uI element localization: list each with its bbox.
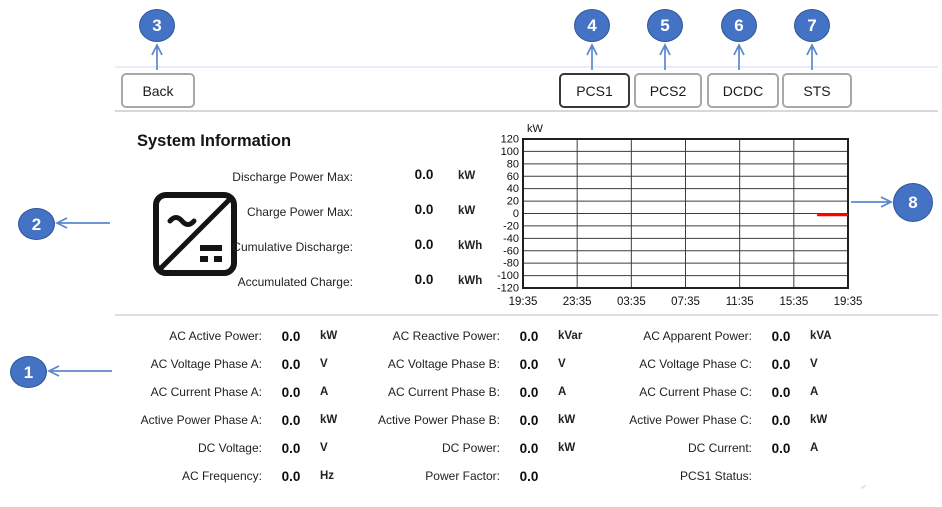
inverter-icon: [152, 191, 238, 277]
svg-text:100: 100: [500, 145, 519, 158]
svg-text:0: 0: [512, 208, 519, 220]
svg-text:40: 40: [506, 183, 519, 196]
row-pcs1-status: [600, 462, 840, 490]
annotation-circle-4: 4: [574, 9, 610, 42]
measurement-label: AC Voltage Phase A:: [150, 357, 262, 371]
svg-text:-120: -120: [496, 282, 519, 295]
svg-text:03:35: 03:35: [616, 296, 646, 308]
svg-text:-80: -80: [503, 257, 519, 270]
svg-text:-100: -100: [496, 270, 519, 283]
measurement-unit: A: [320, 386, 329, 398]
svg-text:80: 80: [506, 158, 519, 171]
measurement-value: 0.0: [771, 440, 791, 456]
measurement-value: 0.0: [281, 384, 301, 400]
svg-text:120: 120: [500, 133, 519, 146]
metric-unit: kW: [458, 170, 476, 182]
measurement-unit: V: [810, 358, 818, 370]
measurement-unit: V: [558, 358, 566, 370]
measurement-unit: A: [558, 386, 567, 398]
measurement-label: DC Voltage:: [197, 441, 262, 455]
annotation-circle-3: 3: [139, 9, 175, 42]
row-active-power-c: [600, 406, 840, 434]
row-ac-voltage-a: [110, 350, 350, 378]
row-ac-current-a: [110, 378, 350, 406]
metric-value: 0.0: [414, 272, 434, 287]
measurement-label: AC Apparent Power:: [643, 329, 752, 343]
metric-unit: kWh: [458, 275, 483, 287]
measurement-label: AC Active Power:: [169, 329, 262, 343]
row-dc-power: [348, 434, 588, 462]
measurement-value: 0.0: [281, 328, 301, 344]
measurement-unit: A: [810, 386, 819, 398]
measurement-unit: kW: [558, 442, 576, 454]
measurements-divider: [115, 314, 938, 316]
annotation-circle-6: 6: [721, 9, 757, 42]
row-active-power-b: [348, 406, 588, 434]
svg-text:60: 60: [506, 170, 519, 183]
measurement-label: DC Power:: [441, 441, 500, 455]
metric-unit: kW: [458, 205, 476, 217]
measurement-value: 0.0: [519, 384, 539, 400]
measurements-column-c: [600, 322, 840, 490]
svg-text:07:35: 07:35: [671, 296, 700, 308]
metric-label: Discharge Power Max:: [232, 170, 353, 184]
screen-artifact: [861, 485, 866, 490]
metric-label: Cumulative Discharge:: [232, 240, 353, 254]
row-ac-active-power: [110, 322, 350, 350]
measurement-label: Active Power Phase C:: [629, 413, 752, 427]
metric-unit: kWh: [458, 240, 483, 252]
measurement-label: Power Factor:: [425, 469, 500, 483]
svg-text:11:35: 11:35: [725, 296, 754, 308]
annotation-circle-8: 8: [893, 183, 933, 222]
measurement-label: AC Voltage Phase C:: [639, 357, 752, 371]
svg-text:23:35: 23:35: [562, 296, 592, 308]
page-title: System Information: [137, 132, 292, 150]
row-dc-voltage: [110, 434, 350, 462]
row-dc-current: [600, 434, 840, 462]
header-divider-bottom: [115, 110, 938, 112]
row-ac-apparent-power: [600, 322, 840, 350]
measurement-value: 0.0: [771, 384, 791, 400]
row-ac-reactive-power: [348, 322, 588, 350]
back-button[interactable]: Back: [121, 73, 195, 108]
measurements-column-a: [110, 322, 350, 490]
measurement-label: DC Current:: [687, 441, 752, 455]
measurement-value: 0.0: [281, 356, 301, 372]
measurement-value: 0.0: [519, 468, 539, 484]
measurement-label: AC Frequency:: [181, 469, 262, 483]
measurement-value: 0.0: [281, 412, 301, 428]
tab-pcs2[interactable]: PCS2: [634, 73, 702, 108]
row-power-factor: [348, 462, 588, 490]
measurement-unit: kVar: [558, 330, 583, 342]
tab-sts[interactable]: STS: [782, 73, 852, 108]
svg-text:-40: -40: [503, 232, 519, 245]
measurement-label: Active Power Phase B:: [377, 413, 500, 427]
annotation-circle-1: 1: [10, 356, 47, 388]
measurement-unit: kW: [320, 330, 338, 342]
row-ac-current-c: [600, 378, 840, 406]
row-ac-frequency: [110, 462, 350, 490]
measurement-label: Active Power Phase A:: [140, 413, 262, 427]
svg-text:kW: kW: [527, 123, 543, 135]
power-trend-chart: [485, 117, 867, 309]
metric-value: 0.0: [414, 237, 434, 252]
annotation-arrow-2: [57, 218, 110, 228]
measurement-label: PCS1 Status:: [679, 469, 752, 483]
measurement-value: 0.0: [519, 440, 539, 456]
measurement-unit: Hz: [320, 470, 335, 482]
measurement-label: AC Reactive Power:: [392, 329, 500, 343]
header-divider-top: [115, 66, 938, 68]
row-ac-voltage-c: [600, 350, 840, 378]
measurement-value: 0.0: [519, 328, 539, 344]
measurement-label: AC Current Phase C:: [639, 385, 752, 399]
metric-discharge-power-max: [150, 167, 510, 188]
measurements-column-b: [348, 322, 588, 490]
row-ac-current-b: [348, 378, 588, 406]
svg-text:19:35: 19:35: [833, 296, 863, 308]
metric-value: 0.0: [414, 202, 434, 217]
measurement-value: 0.0: [281, 468, 301, 484]
svg-text:19:35: 19:35: [508, 296, 538, 308]
svg-text:15:35: 15:35: [779, 296, 809, 308]
measurement-label: AC Voltage Phase B:: [387, 357, 500, 371]
measurement-unit: kW: [810, 414, 828, 426]
measurement-value: 0.0: [281, 440, 301, 456]
measurement-value: 0.0: [519, 356, 539, 372]
measurement-value: 0.0: [771, 412, 791, 428]
row-ac-voltage-b: [348, 350, 588, 378]
metric-cumulative-discharge: [150, 237, 510, 258]
svg-text:-20: -20: [503, 220, 519, 233]
measurement-unit: V: [320, 442, 328, 454]
measurement-unit: kVA: [810, 330, 832, 342]
metric-value: 0.0: [414, 167, 434, 182]
metric-charge-power-max: [150, 202, 510, 223]
measurement-unit: kW: [320, 414, 338, 426]
tab-pcs1[interactable]: PCS1: [559, 73, 630, 108]
measurement-value: 0.0: [771, 356, 791, 372]
row-active-power-a: [110, 406, 350, 434]
tab-dcdc[interactable]: DCDC: [707, 73, 779, 108]
measurement-unit: A: [810, 442, 819, 454]
annotation-circle-2: 2: [18, 208, 55, 240]
measurement-value: 0.0: [519, 412, 539, 428]
svg-text:20: 20: [506, 195, 519, 208]
measurement-unit: kW: [558, 414, 576, 426]
annotation-circle-5: 5: [647, 9, 683, 42]
metric-label: Charge Power Max:: [246, 205, 353, 219]
svg-text:-60: -60: [503, 245, 519, 258]
measurement-label: AC Current Phase A:: [150, 385, 262, 399]
metric-label: Accumulated Charge:: [237, 275, 353, 289]
annotation-circle-7: 7: [794, 9, 830, 42]
annotation-arrow-1: [49, 366, 112, 376]
measurement-unit: V: [320, 358, 328, 370]
measurement-label: AC Current Phase B:: [387, 385, 500, 399]
measurement-value: 0.0: [771, 328, 791, 344]
